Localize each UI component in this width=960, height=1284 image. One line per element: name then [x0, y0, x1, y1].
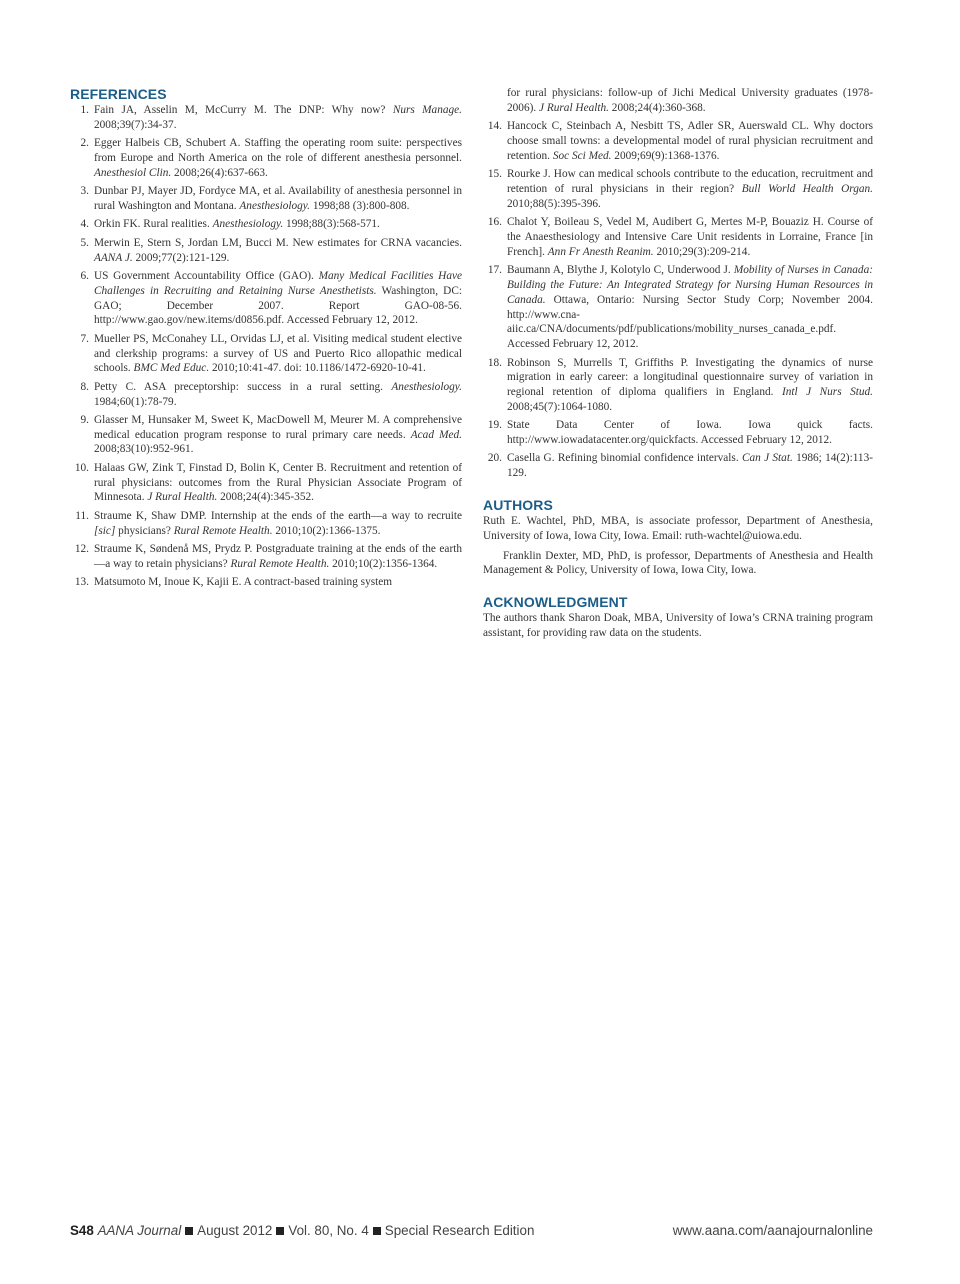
right-column — [483, 86, 873, 646]
references-heading: REFERENCES — [70, 86, 167, 102]
reference-item — [483, 167, 873, 211]
reference-text: Merwin E, Stern S, Jordan LM, Bucci M. New estimates for CRNA vacancies. AANA J. 2009;77(2):121-129. — [94, 236, 462, 264]
page-footer — [70, 1223, 873, 1238]
reference-number: 3. — [80, 185, 89, 198]
reference-item — [483, 418, 873, 448]
reference-number: 4. — [80, 218, 89, 231]
reference-text: Petty C. ASA preceptorship: success in a rural setting. Anesthesiology. 1984;60(1):78-79. — [94, 380, 462, 408]
reference-number: 12. — [74, 543, 89, 556]
reference-number: 2. — [80, 137, 89, 150]
reference-text: Orkin FK. Rural realities. Anesthesiology. 1998;88(3):568-571. — [94, 218, 380, 231]
reference-item — [483, 215, 873, 259]
reference-number: 17. — [487, 264, 502, 277]
reference-text: Hancock C, Steinbach A, Nesbitt TS, Adler SR, Auerswald CL. Why doctors choose small towns: a developmental model of rural physician recruitment and retention. Soc Sci Med. 2009;69(9):1368-1376. — [507, 120, 873, 162]
issue-date: August 2012 — [197, 1223, 273, 1238]
left-column — [70, 86, 462, 594]
reference-number: 9. — [80, 413, 89, 426]
references-list-right — [483, 86, 873, 481]
acknowledgment-text: The authors thank Sharon Doak, MBA, University of Iowa’s CRNA training program assistant, for providing raw data on the students. — [483, 612, 873, 640]
page-number: S48 — [70, 1223, 94, 1238]
reference-text: US Government Accountability Office (GAO). Many Medical Facilities Have Challenges in Recruiting and Retaining Nurse Anesthetists. Washington, DC: GAO; December 2007. Report GAO-08-56. http://www.gao.gov/new.items/d0856.pdf. Accessed February 12, 2012. — [94, 269, 462, 327]
acknowledgment-heading: ACKNOWLEDGMENT — [483, 594, 628, 611]
reference-text: Matsumoto M, Inoue K, Kajii E. A contract-based training system — [94, 576, 393, 589]
authors-heading: AUTHORS — [483, 497, 553, 514]
reference-text: Fain JA, Asselin M, McCurry M. The DNP: Why now? Nurs Manage. 2008;39(7):34-37. — [94, 104, 462, 131]
reference-text: Casella G. Refining binomial confidence intervals. Can J Stat. 1986; 14(2):113-129. — [507, 452, 873, 480]
reference-number: 5. — [80, 236, 89, 249]
reference-text: Halaas GW, Zink T, Finstad D, Bolin K, Center B. Recruitment and retention of rural physicians: outcomes from the Rural Physician Associate Program of Minnesota. J Rural Health. 2008;24(4):345-352. — [94, 461, 462, 504]
reference-text: State Data Center of Iowa. Iowa quick facts. http://www.iowadatacenter.org/quickfacts. Accessed February 12, 2012. — [507, 419, 873, 447]
reference-text: for rural physicians: follow-up of Jichi Medical University graduates (1978-2006). J Rural Health. 2008;24(4):360-368. — [507, 87, 873, 114]
edition-label: Special Research Edition — [384, 1223, 535, 1238]
reference-number: 1. — [80, 104, 89, 116]
author-bio-dexter: Franklin Dexter, MD, PhD, is professor, Departments of Anesthesia and Health Management & Policy, University of Iowa, Iowa City, Iowa. — [483, 549, 873, 577]
reference-text: Straume K, Søndenå MS, Prydz P. Postgraduate training at the ends of the earth—a way to retain physicians? Rural Remote Health. 2010;10(2):1356-1364. — [94, 543, 462, 570]
reference-number: 8. — [80, 380, 89, 393]
reference-item — [70, 103, 462, 133]
reference-text: Glasser M, Hunsaker M, Sweet K, MacDowell M, Meurer M. A comprehensive medical education program response to rural primary care needs. Acad Med. 2008;83(10):952-961. — [94, 413, 462, 456]
references-list-left — [70, 103, 462, 590]
square-separator-icon — [185, 1227, 193, 1235]
reference-item — [70, 269, 462, 328]
reference-item — [483, 86, 873, 116]
volume-issue: Vol. 80, No. 4 — [288, 1223, 369, 1238]
reference-text: Rourke J. How can medical schools contribute to the education, recruitment and retention of rural physicians in their region? Bull World Health Organ. 2010;88(5):395-396. — [507, 168, 873, 210]
reference-item — [70, 136, 462, 180]
reference-item — [70, 380, 462, 410]
reference-text: Mueller PS, McConahey LL, Orvidas LJ, et al. Visiting medical student elective and clerkship programs: a survey of US and Puerto Rico allopathic medical schools. BMC Med Educ. 2010;10:41-47. doi: 10.1186/1472-6920-10-41. — [94, 332, 462, 375]
reference-item — [483, 356, 873, 415]
journal-name: AANA Journal — [97, 1223, 182, 1238]
reference-text: Baumann A, Blythe J, Kolotylo C, Underwood J. Mobility of Nurses in Canada: Building the Future: An Integrated Strategy for Nursing Human Resources in Canada. Ottawa, Ontario: Nursing Sector Study Corp; November 2004. http://www.cna-aiic.ca/CNA/documents/pdf/publications/mobility_nurses_canada_e.pdf. Accessed February 12, 2012. — [507, 264, 873, 351]
reference-number: 6. — [80, 269, 89, 282]
reference-text: Dunbar PJ, Mayer JD, Fordyce MA, et al. Availability of anesthesia personnel in rural Washington and Montana. Anesthesiology. 1998;88 (3):800-808. — [94, 185, 462, 212]
reference-item — [70, 236, 462, 266]
acknowledgment-section — [483, 594, 873, 641]
reference-text: Straume K, Shaw DMP. Internship at the ends of the earth—a way to recruite [sic] physicians? Rural Remote Health. 2010;10(2):1366-1375. — [94, 509, 462, 537]
reference-number: 14. — [487, 120, 502, 133]
reference-number: 13. — [74, 576, 89, 589]
reference-text: Robinson S, Murrells T, Griffiths P. Investigating the dynamics of nurse migration in early career: a longitudinal questionnaire survey of variation in regional retention of diploma qualifiers in England. Intl J Nurs Stud. 2008;45(7):1064-1080. — [507, 356, 873, 413]
square-separator-icon — [276, 1227, 284, 1235]
reference-item — [70, 461, 462, 505]
reference-item — [70, 509, 462, 539]
reference-item — [483, 451, 873, 481]
reference-item — [483, 263, 873, 352]
reference-number: 16. — [487, 216, 502, 229]
journal-url: www.aana.com/aanajournalonline — [672, 1223, 873, 1238]
reference-number: 15. — [487, 168, 502, 181]
reference-item — [70, 413, 462, 457]
reference-number: 19. — [487, 419, 502, 432]
reference-number: 11. — [75, 509, 89, 522]
authors-section — [483, 497, 873, 578]
reference-number: 7. — [80, 332, 89, 345]
reference-number: 18. — [487, 356, 502, 369]
reference-item — [70, 184, 462, 214]
reference-item — [70, 542, 462, 572]
square-separator-icon — [373, 1227, 381, 1235]
reference-item — [70, 575, 462, 590]
reference-number: 20. — [487, 452, 502, 465]
reference-text: Chalot Y, Boileau S, Vedel M, Audibert G, Mertes M-P, Bouaziz H. Course of the Anaesthesiology and Intensive Care Unit residents in Lorraine, France [in French]. Ann Fr Anesth Reanim. 2010;29(3):209-214. — [507, 216, 873, 258]
reference-item — [483, 119, 873, 163]
reference-text: Egger Halbeis CB, Schubert A. Staffing the operating room suite: perspectives from Europe and North America on the role of different anesthesia personnel. Anesthesiol Clin. 2008;26(4):637-663. — [94, 137, 462, 179]
reference-number: 10. — [74, 461, 89, 474]
reference-item — [70, 217, 462, 232]
author-bio-wachtel: Ruth E. Wachtel, PhD, MBA, is associate professor, Department of Anesthesia, University of Iowa, Iowa City, Iowa. Email: ruth-wachtel@uiowa.edu. — [483, 515, 873, 542]
reference-item — [70, 332, 462, 376]
